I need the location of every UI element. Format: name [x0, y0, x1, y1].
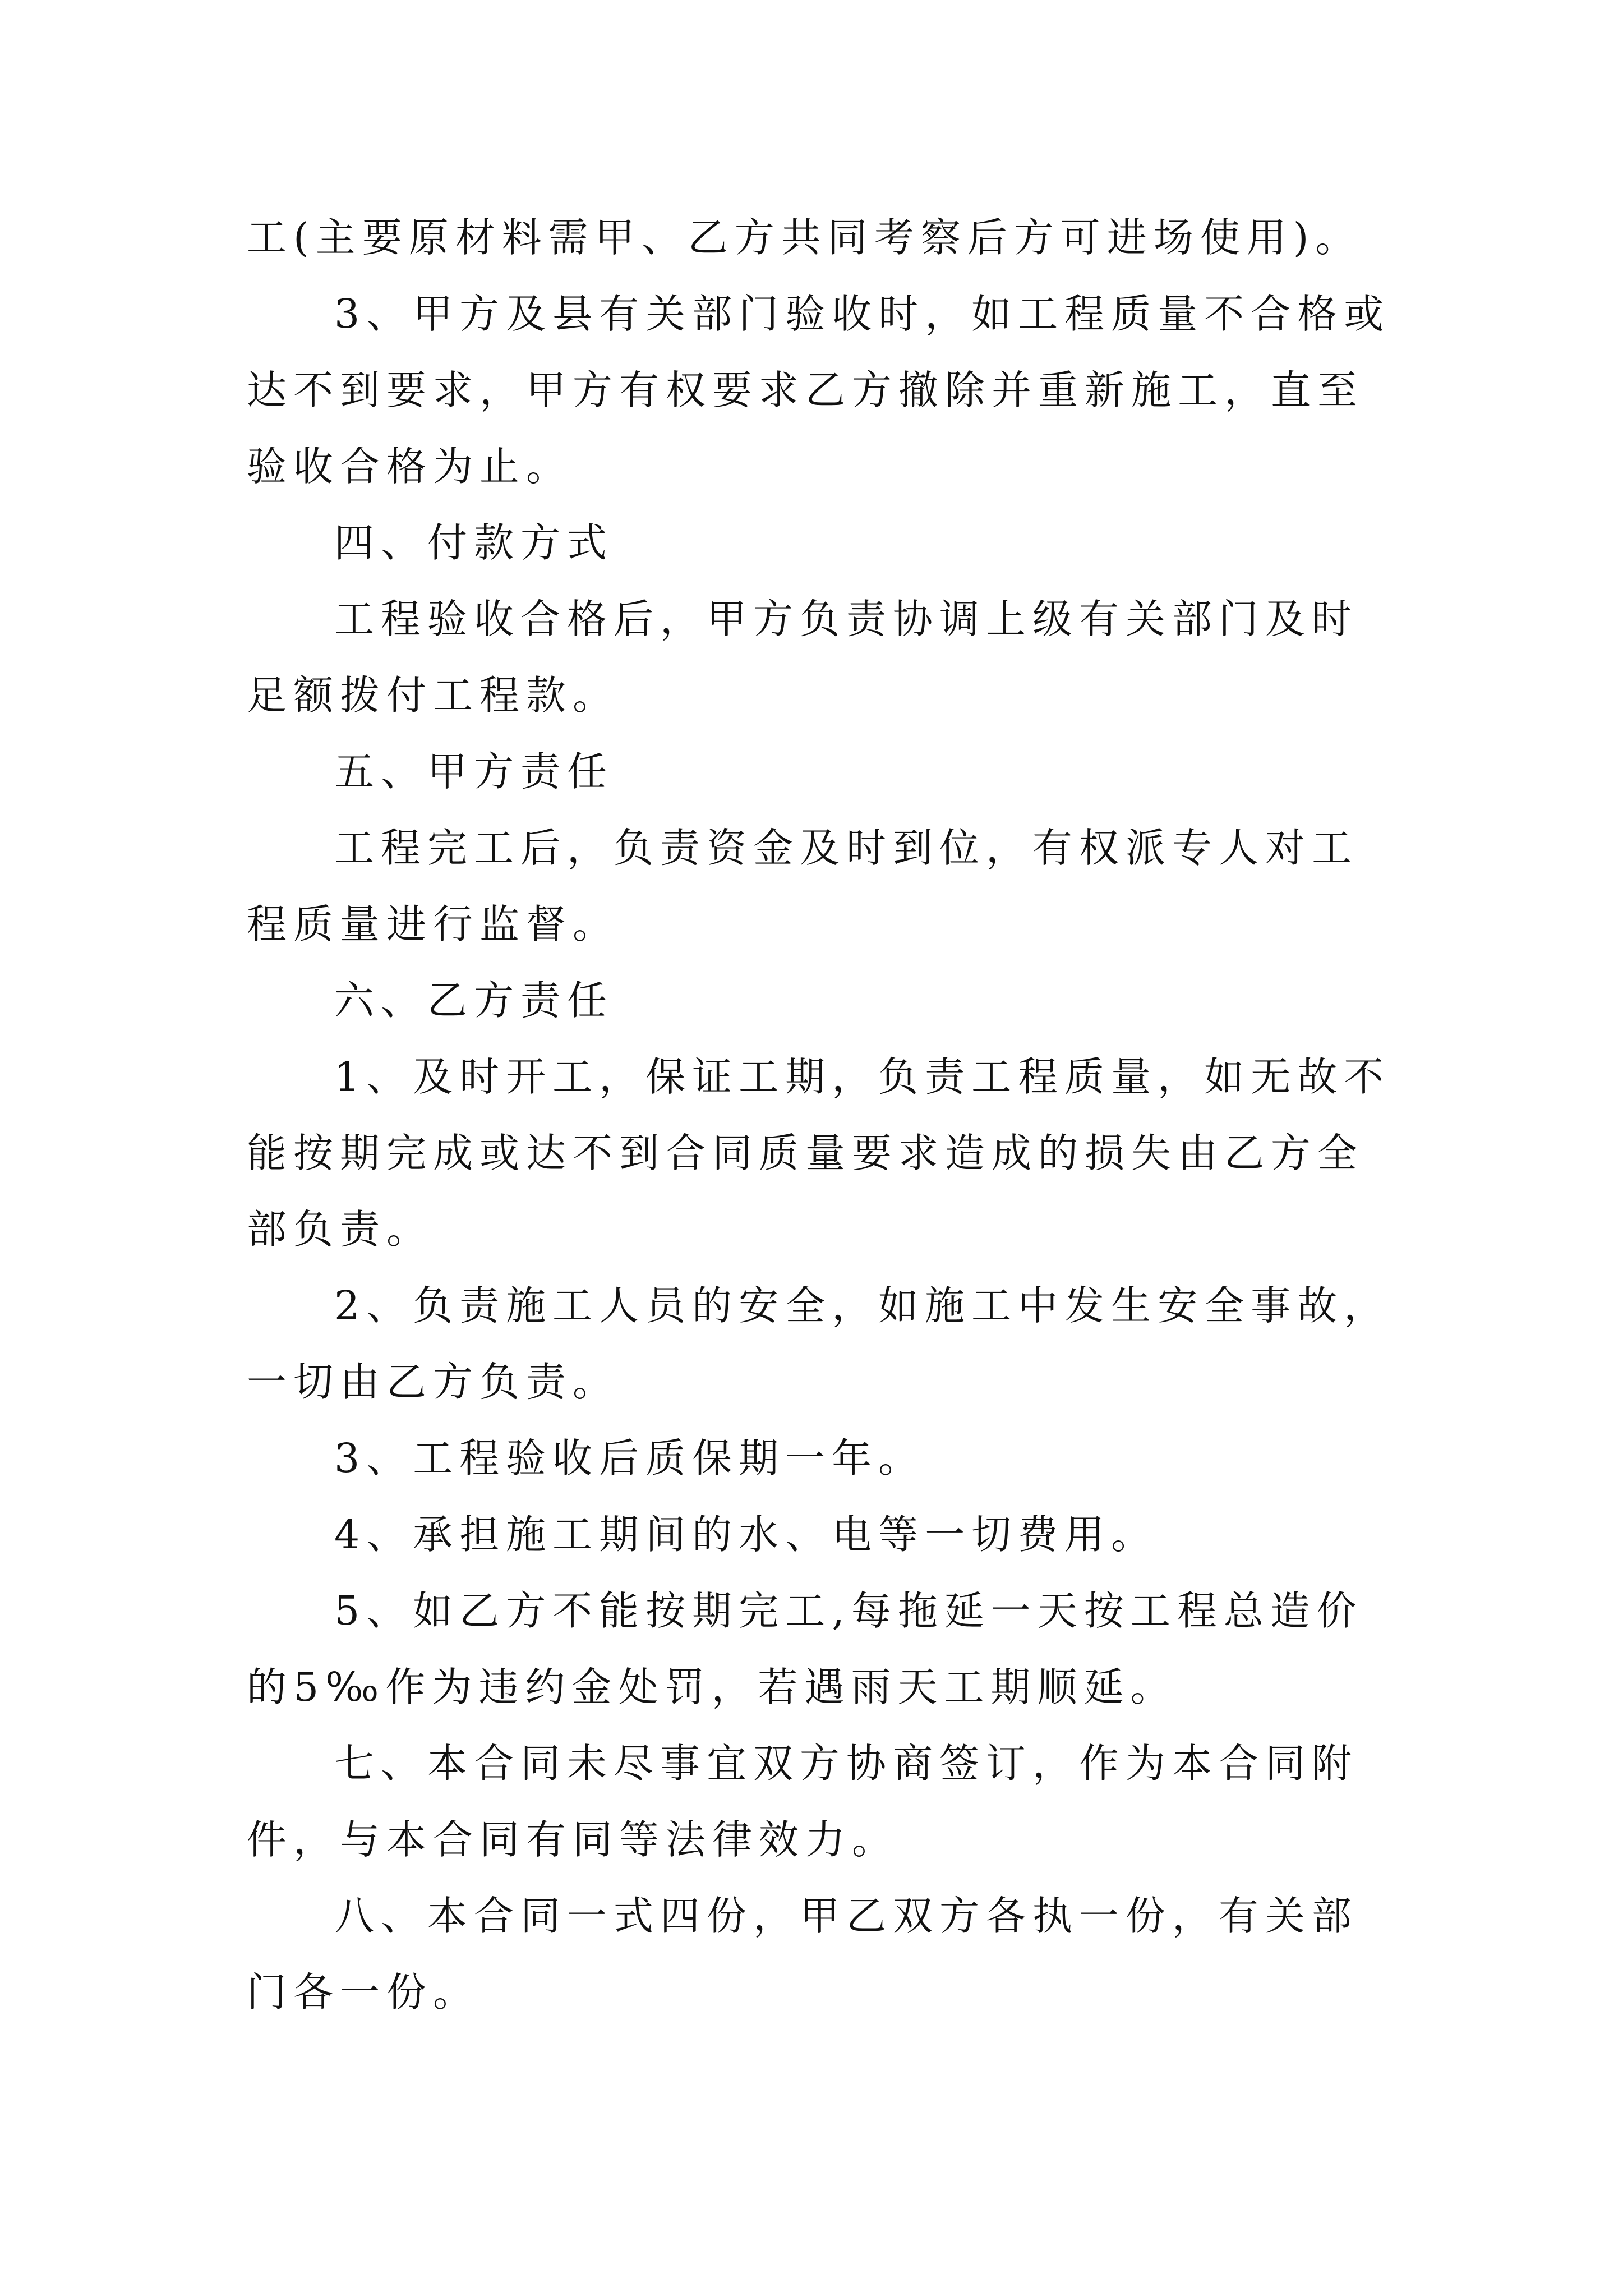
paragraph-11: 4、承担施工期间的水、电等一切费用。 [334, 1511, 1158, 1558]
section-heading-party-a: 五、甲方责任 [334, 748, 614, 795]
paragraph-4: 工程验收合格后，甲方负责协调上级有关部门及时足额拨付工程款。 [247, 596, 1359, 719]
paragraph-9: 2、负责施工人员的安全，如施工中发生安全事故，一切由乙方负责。 [247, 1282, 1391, 1405]
paragraph-1: 工(主要原材料需甲、乙方共同考察后方可进场使用)。 [247, 214, 1362, 261]
paragraph-14: 八、本合同一式四份，甲乙双方各执一份，有关部门各一份。 [247, 1893, 1359, 2016]
section-heading-payment: 四、付款方式 [334, 519, 614, 566]
paragraph-6: 工程完工后，负责资金及时到位，有权派专人对工程质量进行监督。 [247, 825, 1359, 947]
document-body [247, 200, 1391, 2031]
paragraph-12: 5、如乙方不能按期完工,每拖延一天按工程总造价的5‰作为违约金处罚，若遇雨天工期顺延。 [247, 1588, 1363, 1710]
paragraph-2: 3、甲方及县有关部门验收时，如工程质量不合格或达不到要求，甲方有权要求乙方撤除并重新施工，直至验收合格为止。 [247, 291, 1391, 490]
section-heading-party-b: 六、乙方责任 [334, 977, 614, 1024]
paragraph-10: 3、工程验收后质保期一年。 [334, 1435, 925, 1481]
paragraph-13: 七、本合同未尽事宜双方协商签订，作为本合同附件，与本合同有同等法律效力。 [247, 1740, 1359, 1863]
paragraph-8: 1、及时开工，保证工期，负责工程质量，如无故不能按期完成或达不到合同质量要求造成的损失由乙方全部负责。 [247, 1053, 1391, 1253]
